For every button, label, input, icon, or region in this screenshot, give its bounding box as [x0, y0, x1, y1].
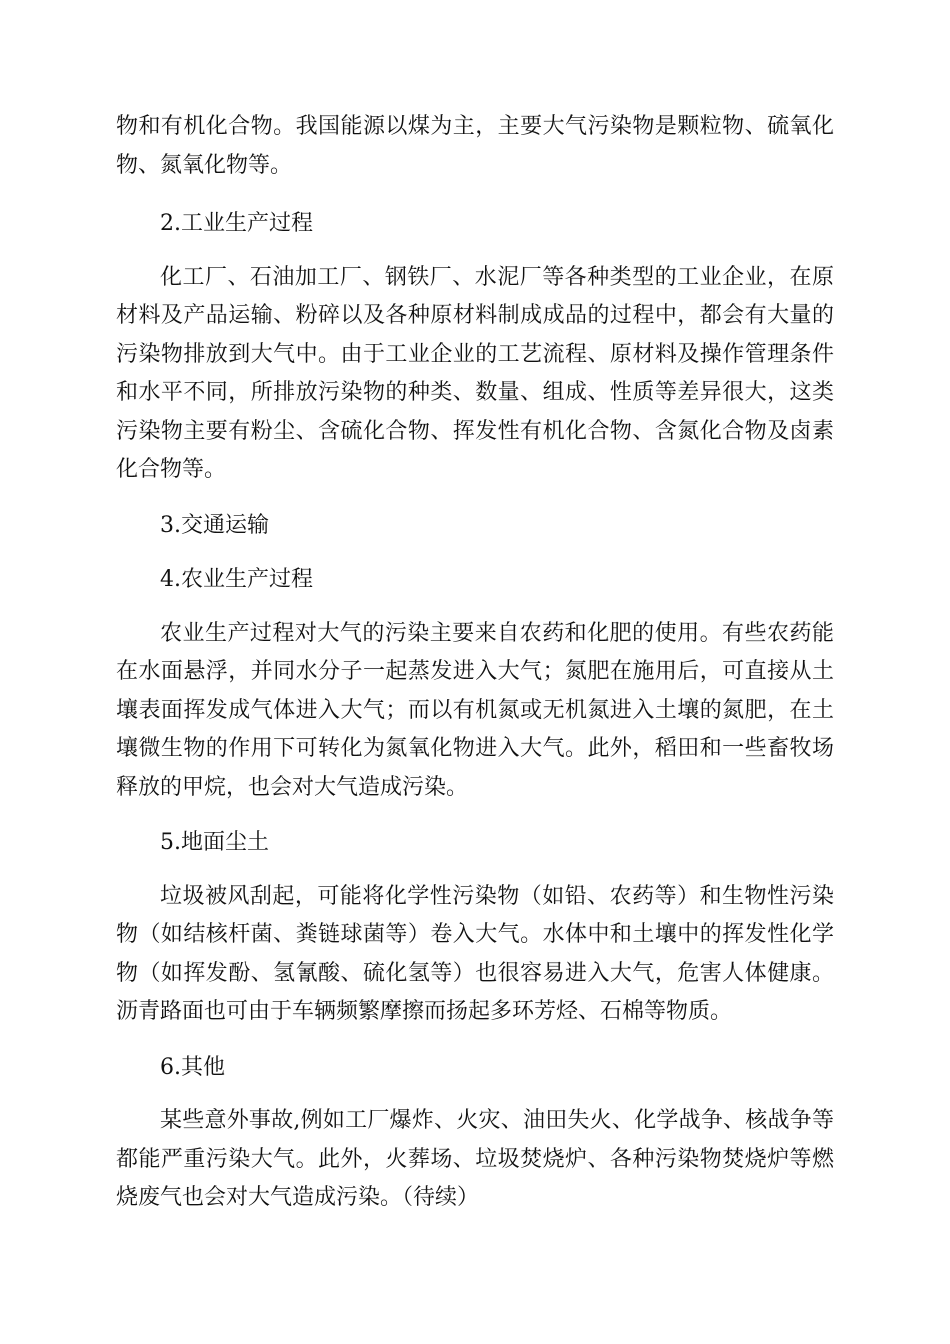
- intro-paragraph: 物和有机化合物。我国能源以煤为主，主要大气污染物是颗粒物、硫氧化物、氮氧化物等。: [116, 114, 834, 178]
- industry-paragraph: 化工厂、石油加工厂、钢铁厂、水泥厂等各种类型的工业企业，在原材料及产品运输、粉碎以及各种原材料制成成品的过程中，都会有大量的污染物排放到大气中。由于工业企业的工艺流程、原材料及操作管理条件和水平不同，所排放污染物的种类、数量、组成、性质等差异很大，这类污染物主要有粉尘、含硫化合物、挥发性有机化合物、含氮化合物及卤素化合物等。: [116, 264, 834, 482]
- other-paragraph: 某些意外事故,例如工厂爆炸、火灾、油田失火、化学战争、核战争等都能严重污染大气。此外，火葬场、垃圾焚烧炉、各种污染物焚烧炉等燃烧废气也会对大气造成污染。（待续）: [116, 1108, 834, 1210]
- agriculture-paragraph: 农业生产过程对大气的污染主要来自农药和化肥的使用。有些农药能在水面悬浮，并同水分子一起蒸发进入大气；氮肥在施用后，可直接从土壤表面挥发成气体进入大气；而以有机氮或无机氮进入土壤的氮肥，在土壤微生物的作用下可转化为氮氧化物进入大气。此外，稻田和一些畜牧场释放的甲烷，也会对大气造成污染。: [116, 620, 834, 800]
- dust-paragraph: 垃圾被风刮起，可能将化学性污染物（如铅、农药等）和生物性污染物（如结核杆菌、粪链球菌等）卷入大气。水体中和土壤中的挥发性化学物（如挥发酚、氢氰酸、硫化氢等）也很容易进入大气，危害人体健康。沥青路面也可由于车辆频繁摩擦而扬起多环芳烃、石棉等物质。: [116, 883, 834, 1024]
- document-page: [116, 108, 834, 1218]
- section-heading-dust: 5.地面尘土: [160, 830, 269, 855]
- section-heading-transport: 3.交通运输: [160, 512, 269, 538]
- section-heading-industry: 2.工业生产过程: [160, 211, 313, 236]
- section-heading-other: 6.其他: [160, 1054, 225, 1080]
- section-heading-agriculture: 4.农业生产过程: [160, 567, 313, 592]
